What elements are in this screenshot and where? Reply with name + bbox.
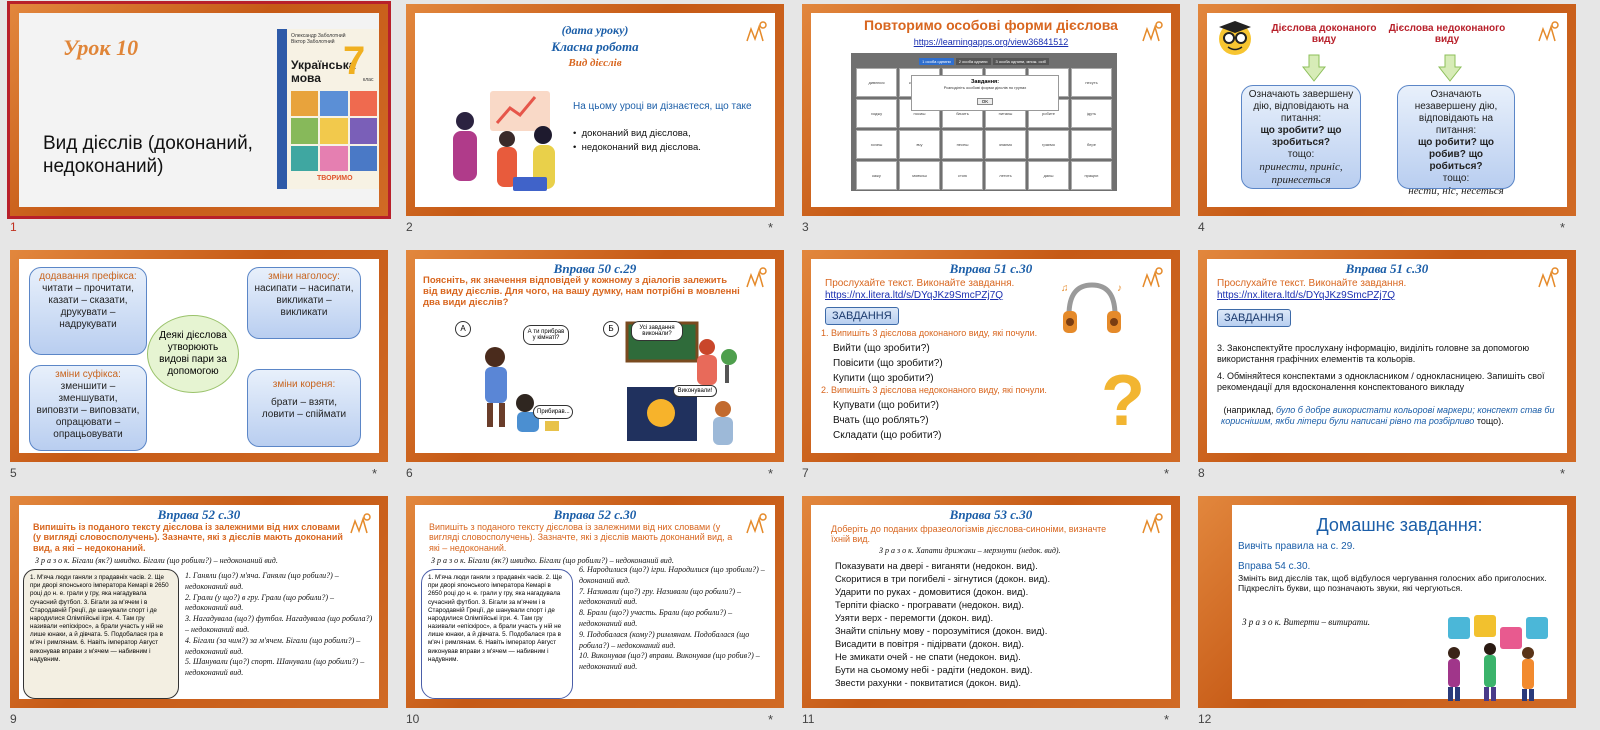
- slide-number: 5: [10, 466, 17, 480]
- slide-number: 6: [406, 466, 413, 480]
- dialog-a-label: А: [455, 321, 471, 337]
- slide-thumb-3[interactable]: [802, 4, 1182, 236]
- goal-item: • доконаний вид дієслова,: [573, 128, 691, 139]
- dialog-a-reply: Прибирав...: [533, 405, 573, 419]
- slide-canvas: [1207, 259, 1567, 453]
- task-dialog: [911, 75, 1059, 111]
- app-tabs: [856, 58, 1112, 65]
- app-tab[interactable]: 3 особа однини, множ. осіб: [993, 58, 1049, 65]
- exercise-title: Вправа 52 с.30: [157, 507, 241, 522]
- model-sample: З р а з о к. Хапати дрижаки – мерзнути (недок. вид).: [879, 546, 1061, 555]
- exercise-title: Вправа 51 с.30: [949, 261, 1033, 276]
- task3-text: 3. Законспектуйте прослухану інформацію, виділіть головне за допомогою використання графічних елементів та кольорів.: [1217, 343, 1530, 365]
- word-tile[interactable]: кажу: [856, 161, 897, 190]
- phraseology-list: [835, 560, 1050, 690]
- task-button[interactable]: ЗАВДАННЯ: [1217, 309, 1291, 327]
- slide-number: 1: [10, 220, 17, 234]
- book-grade: 7: [343, 39, 366, 83]
- slide-thumb-1[interactable]: [10, 4, 390, 236]
- answers-list: [185, 571, 375, 679]
- textbook-cover: [277, 29, 379, 189]
- phraseology-line: Показувати на двері - виганяти (недокон. вид).: [835, 560, 1038, 571]
- slide-canvas: [811, 13, 1171, 207]
- slide-frame[interactable]: [1198, 4, 1576, 216]
- app-tab[interactable]: 2 особа однини: [956, 58, 991, 65]
- task-title: Завдання:: [970, 79, 1000, 85]
- slide-thumb-6[interactable]: [406, 250, 786, 482]
- question-mark-icon: [1099, 361, 1145, 441]
- word-pair: брати – взяти,: [270, 397, 338, 408]
- imperfective-desc: Означають незавершену дію, відповідають на питання:: [1414, 89, 1498, 136]
- word-tile[interactable]: летить: [985, 161, 1026, 190]
- answer-line: 9. Подобалася (кому?) римлянам. Подобалася (що робила?) – недоконаний вид.: [579, 629, 750, 650]
- animation-star-icon: *: [372, 466, 378, 481]
- arrow-down-icon: [1439, 55, 1461, 81]
- exercise-instructions: Поясніть, як значення відповідей у кожному з діалогів залежить від виду дієслів. Для чого, на вашу думку, нам потрібні в мовленні два види дієслів?: [423, 275, 740, 308]
- lesson-topic: Вид дієслів (доконаний, недоконаний): [43, 133, 253, 177]
- animation-star-icon: *: [768, 220, 774, 235]
- app-tab[interactable]: 1 особа однини: [919, 58, 954, 65]
- slide-canvas: [415, 13, 775, 207]
- word-pair: казати – сказати,: [48, 295, 128, 306]
- word-pair: насипати – насипати,: [254, 283, 354, 294]
- slide-thumb-4[interactable]: [1198, 4, 1578, 236]
- word-pair: ловити – спіймати: [261, 409, 347, 420]
- task2-answers: [833, 398, 942, 443]
- slide-canvas: [811, 259, 1171, 453]
- animation-star-icon: *: [768, 712, 774, 727]
- phraseology-line: Знайти спільну мову - порозумітися (докон. вид).: [835, 624, 1048, 636]
- word-tile[interactable]: несеш: [942, 130, 983, 159]
- answer-line: 1. Ганяли (що?) м'яча. Ганяли (що робили?) – недоконаний вид.: [185, 571, 339, 591]
- suffix-lines: [34, 381, 142, 441]
- exercise-instructions: Доберіть до поданих фразеологізмів дієслова-синоніми, визначте їхній вид.: [831, 524, 1107, 545]
- learningapps-embed: [851, 53, 1117, 191]
- slide-canvas: [415, 259, 775, 453]
- topic-title: Вид дієслів: [568, 57, 622, 69]
- perfective-box: [1241, 85, 1361, 189]
- slide-canvas: [415, 505, 775, 699]
- goal-text: недоконаний вид дієслова.: [581, 142, 701, 154]
- answer-line: Вчать (що роблять?): [833, 415, 929, 426]
- word-tile[interactable]: стою: [942, 161, 983, 190]
- answer-line: 5. Шанували (що?) спорт. Шанували (що робили?) – недоконаний вид.: [185, 657, 365, 678]
- example-italic: було б добре використати кольорові маркери; конспект став би кориснішим, якби літери були написані рівно та розбірливо: [1221, 405, 1555, 427]
- word-pair: виповзти – виповзати,: [36, 405, 140, 416]
- exercise-title: Вправа 51 с.30: [1345, 261, 1429, 276]
- word-pair: опрацювати –: [55, 417, 121, 428]
- word-tile[interactable]: вчу: [899, 130, 940, 159]
- svg-text:♪: ♪: [1117, 283, 1122, 294]
- answer-line: Купувати (що робити?): [833, 400, 940, 411]
- homework-rule: Вивчіть правила на с. 29.: [1238, 541, 1356, 552]
- ok-button[interactable]: OK: [977, 98, 994, 105]
- slide-number: 12: [1198, 712, 1212, 726]
- goal-text: доконаний вид дієслова,: [581, 128, 691, 139]
- dialog-b-reply: Виконували!: [673, 385, 717, 397]
- intro-text: На цьому уроці ви дізнаєтеся, що таке: [573, 101, 752, 112]
- word-tile[interactable]: граємо: [1028, 130, 1069, 159]
- task1-text: 1. Випишіть 3 дієслова доконаного виду, які почули.: [821, 328, 1038, 338]
- slide-canvas: [19, 13, 379, 207]
- slide-thumb-5[interactable]: [10, 250, 390, 482]
- exercise-title: Вправа 50 с.29: [553, 261, 637, 276]
- answer-line: 6. Народилися (що?) ігри. Народилися (що зробили?) – доконаний вид.: [579, 565, 765, 585]
- slide-canvas: [811, 505, 1171, 699]
- answer-line: 10. Виконував (що?) вправи. Виконував (що робив?) – недоконаний вид.: [579, 651, 760, 672]
- learningapps-link[interactable]: https://learningapps.org/view36841512: [913, 37, 1069, 47]
- imperfective-questions: що робити? що робив? що робиться?: [1417, 137, 1495, 172]
- perfective-heading: Дієслова доконаного виду: [1271, 23, 1377, 45]
- suffix-title: зміни суфікса:: [55, 369, 121, 380]
- phraseology-line: Ударити по руках - домовитися (докон. вид).: [835, 585, 1029, 597]
- animation-star-icon: *: [768, 466, 774, 481]
- slide-frame[interactable]: [1198, 496, 1576, 708]
- slide-thumb-8[interactable]: [1198, 250, 1578, 482]
- exercise-instructions: Прослухайте текст. Виконайте завдання.: [825, 278, 1015, 289]
- root-box: [247, 369, 361, 447]
- prefix-title: додавання префікса:: [39, 271, 137, 282]
- animation-star-icon: *: [1164, 466, 1170, 481]
- root-lines: [252, 397, 356, 421]
- prefix-box: [29, 267, 147, 355]
- slide-number: 10: [406, 712, 420, 726]
- word-pair: опрацьовувати: [53, 429, 123, 440]
- phraseology-line: Скоритися в три погибелі - зігнутися (докон. вид).: [835, 572, 1051, 584]
- slide-frame[interactable]: [802, 250, 1180, 462]
- imperfective-box: [1397, 85, 1515, 197]
- task-button[interactable]: ЗАВДАННЯ: [825, 307, 899, 325]
- imperfective-examples: нести, ніс, несеться: [1408, 185, 1504, 197]
- dialog-a-bubble: А ти прибрав у кімнаті?: [523, 325, 569, 345]
- date-placeholder: (дата уроку): [561, 23, 629, 37]
- puzzle-team-illustration-icon: [1428, 609, 1558, 703]
- word-pair: викликати: [280, 307, 328, 318]
- word-tile[interactable]: ходжу: [856, 99, 897, 128]
- perfective-tail: тощо:: [1287, 149, 1315, 160]
- word-tile[interactable]: мовчиш: [899, 161, 940, 190]
- slide-frame[interactable]: [406, 496, 784, 708]
- slide-thumb-9[interactable]: [10, 496, 390, 728]
- homework-model: З р а з о к. Витерти – витирати.: [1242, 617, 1370, 627]
- suffix-box: [29, 365, 147, 451]
- audio-link[interactable]: https://nx.litera.ltd/s/DYqJKz9SmcPZj7Q: [825, 290, 1004, 301]
- exercise-instructions: Випишіть із поданого тексту дієслова із залежними від них словами (у вигляді словосполучень). Зазначте, які з дієслів мають доконаний вид, а які – недоконаний.: [33, 522, 343, 553]
- slide-thumb-12[interactable]: [1198, 496, 1578, 728]
- book-footer: ТВОРИМО: [317, 175, 353, 182]
- slide-canvas: [19, 259, 379, 453]
- task4-example: [1221, 405, 1557, 428]
- word-pair: викликати –: [276, 295, 332, 306]
- answer-line: 4. Бігали (за чим?) за м'ячем. Бігали (що робили?) – недоконаний вид.: [185, 635, 361, 656]
- slide-frame[interactable]: [1198, 250, 1576, 462]
- slide-thumb-2[interactable]: [406, 4, 786, 236]
- phraseology-line: Звести рахунки - поквитатися (докон. вид).: [835, 676, 1021, 688]
- imperfective-heading: Дієслова недоконаного виду: [1388, 23, 1506, 45]
- example-pre: (наприклад,: [1223, 405, 1276, 415]
- team-illustration-icon: [435, 83, 575, 198]
- phraseology-line: Висадити в повітря - підірвати (докон. вид).: [835, 637, 1024, 649]
- model-sample: З р а з о к. Бігали (як?) швидко. Бігали (що робили?) – недоконаний вид.: [35, 556, 278, 565]
- slide-frame[interactable]: [406, 250, 784, 462]
- audio-link[interactable]: https://nx.litera.ltd/s/DYqJKz9SmcPZj7Q: [1217, 290, 1396, 301]
- slide-number: 11: [802, 712, 815, 726]
- goals-list: [573, 127, 701, 156]
- word-tile[interactable]: бере: [1071, 130, 1112, 159]
- word-pair: читати – прочитати,: [42, 283, 134, 294]
- slide-number: 4: [1198, 220, 1205, 234]
- word-pair: надрукувати: [59, 319, 117, 330]
- answer-line: Повісити (що зробити?): [833, 358, 943, 369]
- slide-frame[interactable]: [10, 4, 388, 216]
- answer-line: 3. Нагадувала (що?) футбол. Нагадувала (що робила?) – недоконаний вид.: [185, 614, 373, 634]
- homework-title: Домашнє завдання:: [1316, 515, 1483, 535]
- word-tile[interactable]: несуть: [1071, 68, 1112, 97]
- smiley-stamp-icon: [1533, 17, 1563, 47]
- stress-lines: [252, 283, 356, 319]
- exercise-title: Вправа 53 с.30: [949, 507, 1033, 522]
- homework-task: Змініть вид дієслів так, щоб відбулося чергування голосних або приголосних. Підкресліть букви, що позначають звуки, які чергуються.: [1238, 573, 1547, 594]
- exercise-instructions: Прослухайте текст. Виконайте завдання.: [1217, 278, 1407, 289]
- goal-item: • недоконаний вид дієслова.: [573, 142, 701, 154]
- word-pair: зменшити – зменшувати,: [58, 381, 118, 404]
- class-work-title: Класна робота: [551, 39, 639, 54]
- stress-box: [247, 267, 361, 339]
- exercise-title: Вправа 52 с.30: [553, 507, 637, 522]
- book-grade-label: клас: [363, 77, 374, 83]
- animation-star-icon: *: [1560, 466, 1566, 481]
- center-circle: Деякі дієслова утворюють видові пари за допомогою: [147, 315, 239, 393]
- slide-thumb-11[interactable]: [802, 496, 1182, 728]
- word-tile[interactable]: ідуть: [1071, 99, 1112, 128]
- slide-number: 7: [802, 466, 809, 480]
- homework-exercise: Вправа 54 с.30.: [1238, 561, 1311, 572]
- word-tile[interactable]: даєш: [1028, 161, 1069, 190]
- arrow-down-icon: [1303, 55, 1325, 81]
- slide-canvas: [1207, 13, 1567, 207]
- animation-star-icon: *: [1560, 220, 1566, 235]
- word-tile[interactable]: питаєш: [985, 99, 1026, 128]
- slide-frame[interactable]: [10, 250, 388, 462]
- word-tile[interactable]: знаємо: [985, 130, 1026, 159]
- slide-number: 2: [406, 220, 413, 234]
- lesson-number: Урок 10: [63, 35, 139, 60]
- phraseology-line: Не змикати очей - не спати (недокон. вид).: [835, 650, 1021, 662]
- svg-text:♫: ♫: [1061, 283, 1069, 294]
- word-tile[interactable]: бачить: [942, 99, 983, 128]
- word-tile[interactable]: робите: [1028, 99, 1069, 128]
- model-sample: З р а з о к. Бігали (як?) швидко. Бігали (що робили?) – недоконаний вид.: [431, 556, 674, 565]
- slide-number: 9: [10, 712, 17, 726]
- slide-title: Повторимо особові форми дієслова: [864, 17, 1118, 33]
- phraseology-line: Узяти верх - перемогти (докон. вид).: [835, 611, 994, 623]
- root-title: зміни кореня:: [272, 379, 336, 390]
- exercise-instructions: Випишіть з поданого тексту дієслова із залежними від них словами (у вигляді словосполучень). Зазначте, які з дієслів мають доконаний вид, а які – недоконаний.: [429, 522, 733, 553]
- answer-line: 2. Грали (у що?) в гру. Грали (що робили?) – недоконаний вид.: [185, 592, 335, 613]
- task2-text: 2. Випишіть 3 дієслова недоконаного виду, які почули.: [821, 385, 1047, 395]
- source-text-box: 1. М'яча люди ганяли з прадавніх часів. 2. Ще при дворі японського імператора Кемарі в 2650 році до н. е. грали у гру, яка нагадувала сучасний футбол. 3. Бігали за м'ячем і в Стародавній Греції, де шанували спорт і де народилися Олімпійські ігри. 4. Там гру називали «епіскірос», а брали участь у ній не лише юнаки, а й дівчата. 5. Подобалася гра в м'яч і римлянам. 6. Навіть імператор Август виконував вправи з м'ячем — набивним і надувним.: [23, 569, 179, 699]
- answer-line: 8. Брали (що?) участь. Брали (що робили?) – недоконаний вид.: [579, 608, 733, 628]
- slide-frame[interactable]: [802, 496, 1180, 708]
- example-post: тощо).: [1474, 416, 1504, 427]
- book-spine: [277, 29, 287, 189]
- word-tile[interactable]: працює: [1071, 161, 1112, 190]
- answer-line: Вийти (що зробити?): [833, 343, 930, 354]
- book-collage: [291, 91, 377, 171]
- phraseology-line: Терпіти фіаско - програвати (недокон. вид).: [835, 598, 1024, 610]
- phraseology-line: Бути на сьомому небі - радіти (недокон. вид).: [835, 663, 1033, 675]
- slide-number: 8: [1198, 466, 1205, 480]
- task-text: Розподіліть особові форми дієслів по групах: [943, 85, 1027, 90]
- animation-star-icon: *: [1164, 712, 1170, 727]
- nerd-emoji-icon: [1215, 17, 1255, 57]
- slide-frame[interactable]: [10, 496, 388, 708]
- dialog-b-label: Б: [603, 321, 619, 337]
- slide-canvas: [19, 505, 379, 699]
- task1-answers: [833, 341, 943, 386]
- imperfective-tail: тощо:: [1442, 173, 1470, 184]
- perfective-examples: принести, приніс, принесеться: [1259, 161, 1343, 187]
- book-title: Українська мова: [291, 58, 356, 85]
- answers-list: [579, 565, 771, 673]
- svg-text:?: ?: [1101, 361, 1145, 441]
- dialog-b-bubble: Усі завдання виконали?: [631, 321, 683, 341]
- slide-thumb-10[interactable]: [406, 496, 786, 728]
- word-tile[interactable]: хочеш: [856, 130, 897, 159]
- prefix-lines: [34, 283, 142, 331]
- slide-canvas: [1232, 505, 1567, 699]
- slide-frame[interactable]: [406, 4, 784, 216]
- slide-thumb-7[interactable]: [802, 250, 1182, 482]
- answer-line: 7. Називали (що?) гру. Називали (що робили?) – недоконаний вид.: [579, 586, 742, 607]
- task4-text: 4. Обміняйтеся конспектами з однокласником / однокласницею. Запишіть свої рекомендації для вдосконалення конспектованого викладу: [1217, 371, 1545, 393]
- word-pair: друкувати –: [60, 307, 116, 318]
- book-authors: Олександр Заболотний Віктор Заболотний: [291, 33, 346, 45]
- source-text-box: 1. М'яча люди ганяли з прадавніх часів. 2. Ще при дворі японського імператора Кемарі в 2650 році до н. е. грали у гру, яка нагадувала сучасний футбол. 3. Бігали за м'ячем і в Стародавній Греції, де шанували спорт і де народилися Олімпійські ігри. 4. Там гру називали «епіскірос», а брали участь у ній не лише юнаки, а й дівчата. 5. Подобалася гра в м'яч і римлянам. 6. Навіть імператор Август виконував вправи з м'ячем — набивним і надувним.: [421, 569, 573, 699]
- headphones-icon: [1059, 277, 1125, 339]
- slide-number: 3: [802, 220, 809, 234]
- stress-title: зміни наголосу:: [268, 271, 340, 282]
- word-tile[interactable]: дивлюся: [856, 68, 897, 97]
- answer-line: Складати (що робити?): [833, 430, 942, 441]
- answer-line: Купити (що зробити?): [833, 373, 934, 384]
- slide-frame[interactable]: [802, 4, 1180, 216]
- perfective-questions: що зробити? що зробиться?: [1260, 125, 1342, 148]
- word-tile[interactable]: носиш: [899, 99, 940, 128]
- perfective-desc: Означають завершену дію, відповідають на питання:: [1248, 89, 1354, 124]
